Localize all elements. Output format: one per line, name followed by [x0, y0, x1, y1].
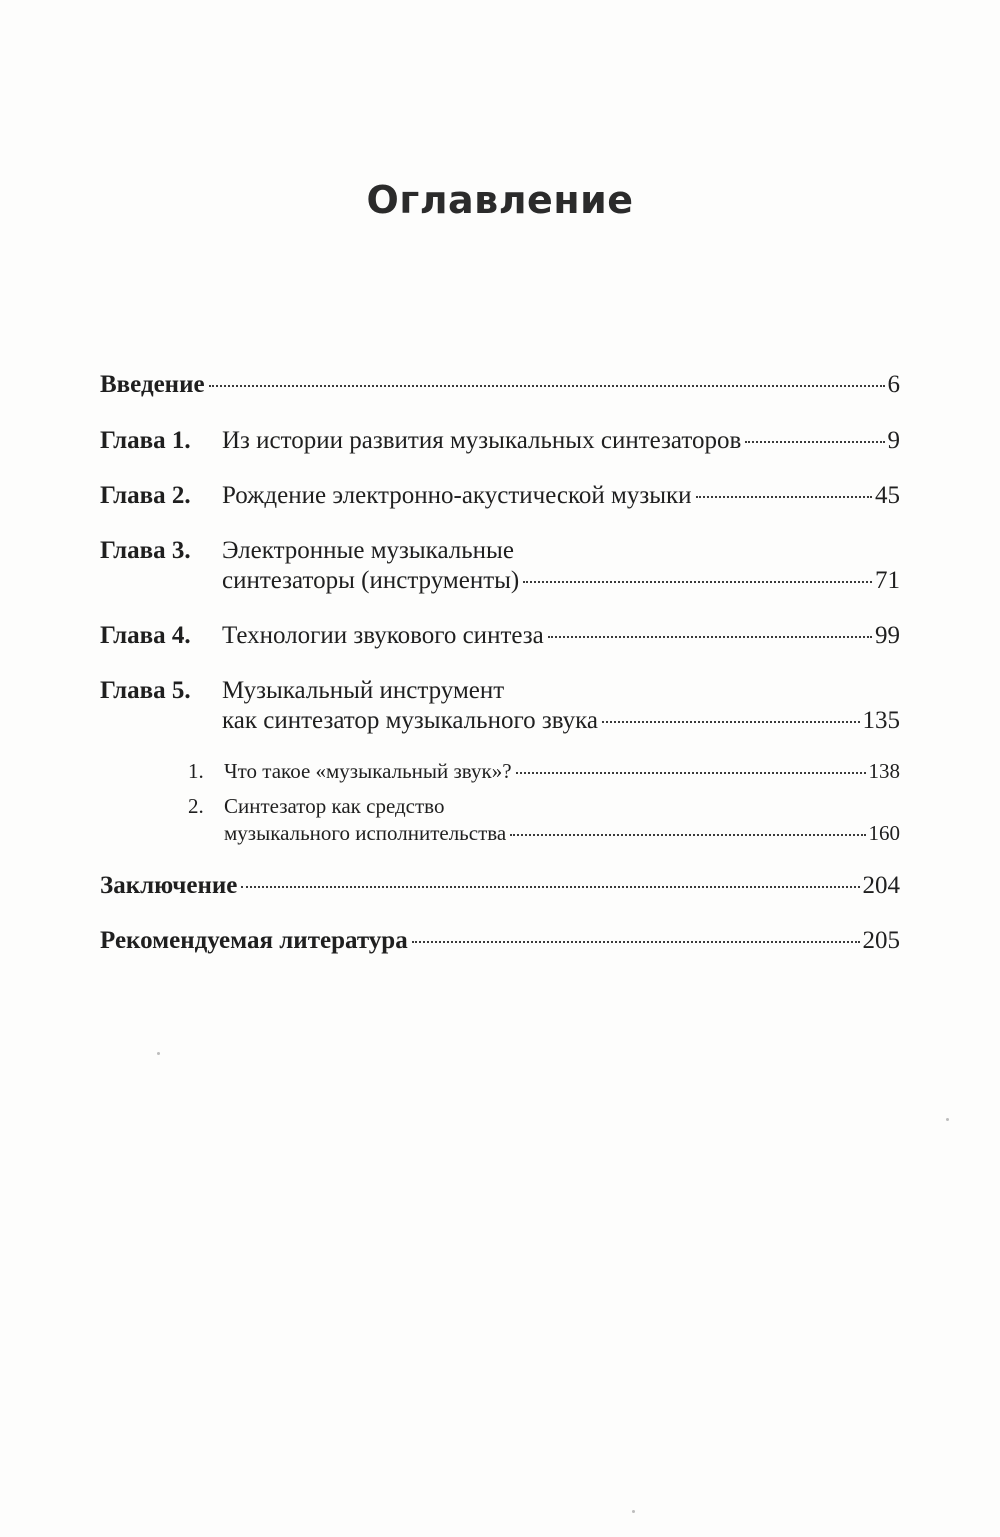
chapter-label: Глава 2.	[100, 482, 191, 509]
toc-entry-title-line-2: синтезаторы (инструменты)	[222, 567, 520, 594]
toc-page-number: 135	[862, 707, 900, 734]
dot-leader	[696, 496, 872, 498]
subentry-number: 1.	[188, 759, 204, 783]
toc-entry-title: Из истории развития музыкальных синтезаторов	[222, 427, 742, 454]
page-title: Оглавление	[366, 178, 634, 222]
toc-page-number: 6	[887, 371, 900, 398]
chapter-label: Глава 1.	[100, 427, 191, 454]
dot-leader	[412, 941, 860, 943]
scan-speck	[632, 1510, 635, 1513]
chapter-label: Глава 4.	[100, 622, 191, 649]
toc-entry-introduction[interactable]	[100, 370, 900, 400]
toc-entry-recommended-literature[interactable]	[100, 926, 900, 956]
toc-subentry-1[interactable]	[188, 758, 900, 785]
toc-entry-title: Рекомендуемая литература	[100, 927, 408, 954]
dot-leader	[548, 636, 872, 638]
toc-page-number: 204	[862, 872, 900, 899]
toc-subentry-title: Что такое «музыкальный звук»?	[224, 759, 512, 783]
toc-page-number: 138	[868, 759, 900, 783]
toc-entry-title: Заключение	[100, 872, 238, 899]
toc-page-number: 9	[887, 427, 900, 454]
toc-entry-title-line-2: как синтезатор музыкального звука	[222, 707, 599, 734]
toc-page-number: 99	[875, 622, 900, 649]
toc-subentry-title-line-2: музыкального исполнительства	[224, 821, 507, 845]
dot-leader	[209, 385, 885, 387]
toc-entry-chapter-2[interactable]	[100, 481, 900, 511]
toc-entry-conclusion[interactable]	[100, 871, 900, 901]
toc-page-number: 45	[875, 482, 900, 509]
table-of-contents	[100, 370, 900, 956]
toc-entry-title-line-1: Электронные музыкальные	[222, 537, 514, 564]
chapter-label: Глава 5.	[100, 677, 191, 704]
scan-speck	[946, 1118, 949, 1121]
dot-leader	[602, 721, 859, 723]
toc-entry-title-line-1: Музыкальный инструмент	[222, 677, 505, 704]
dot-leader	[510, 834, 865, 836]
subentry-number: 2.	[188, 794, 204, 818]
dot-leader	[745, 441, 884, 443]
scan-speck	[157, 1052, 160, 1055]
chapter-label: Глава 3.	[100, 537, 191, 564]
dot-leader	[523, 581, 872, 583]
toc-subentry-title-line-1: Синтезатор как средство	[224, 794, 445, 818]
toc-entry-chapter-5[interactable]	[100, 676, 900, 736]
toc-page-number: 205	[862, 927, 900, 954]
toc-page-number: 71	[875, 567, 900, 594]
toc-entry-title: Рождение электронно-акустической музыки	[222, 482, 692, 509]
toc-entry-title: Введение	[100, 371, 205, 398]
toc-entry-chapter-4[interactable]	[100, 621, 900, 651]
toc-entry-chapter-3[interactable]	[100, 536, 900, 596]
dot-leader	[516, 772, 866, 774]
toc-entry-chapter-1[interactable]	[100, 426, 900, 456]
toc-subentry-2[interactable]	[188, 793, 900, 847]
toc-entry-title: Технологии звукового синтеза	[222, 622, 544, 649]
toc-page-number: 160	[868, 821, 900, 845]
dot-leader	[241, 886, 859, 888]
